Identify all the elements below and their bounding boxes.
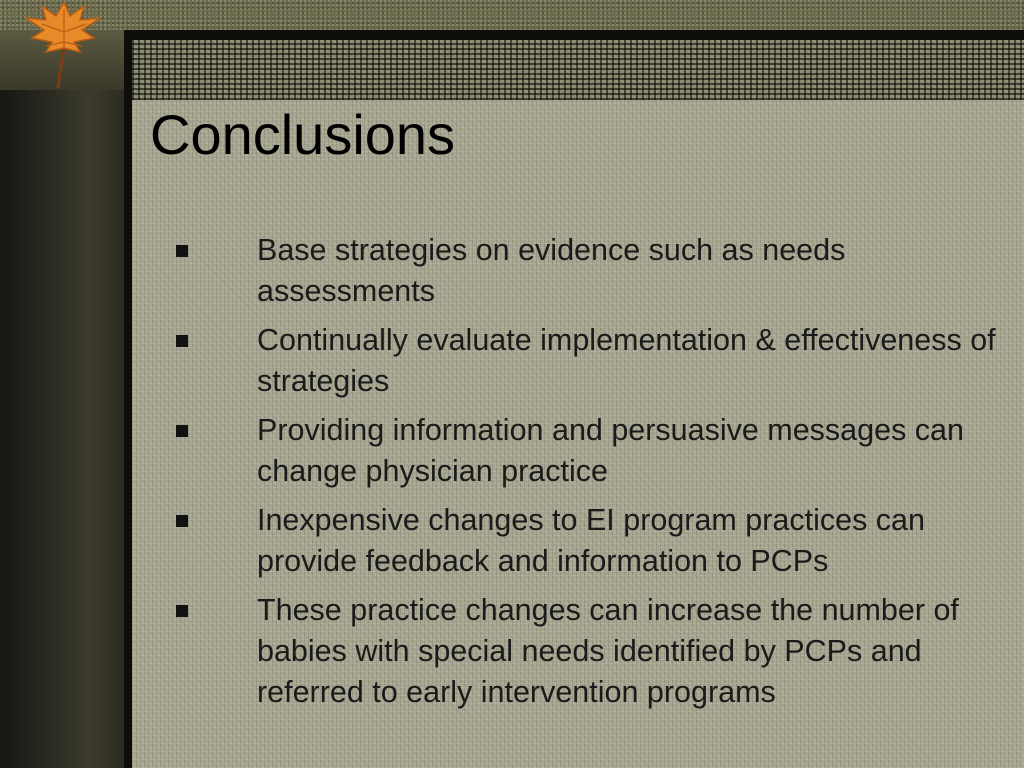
square-bullet-icon <box>176 605 188 617</box>
bullet-item-evaluate <box>170 320 1010 402</box>
bullet-item-inexpensive-changes <box>170 500 1010 582</box>
bullet-list <box>170 230 1010 721</box>
square-bullet-icon <box>176 335 188 347</box>
square-bullet-icon <box>176 515 188 527</box>
frame-horizontal-divider <box>124 30 1024 40</box>
autumn-leaf-icon <box>6 2 118 92</box>
bullet-text: Providing information and persuasive messages can change physician practice <box>257 413 964 488</box>
title-texture-strip <box>132 40 1024 100</box>
bullet-item-practice-changes <box>170 590 1010 713</box>
bullet-item-persuasive-messages <box>170 410 1010 492</box>
top-texture-band <box>0 0 1024 30</box>
bullet-text: Base strategies on evidence such as needs assessments <box>257 233 846 308</box>
bullet-text: Continually evaluate implementation & effectiveness of strategies <box>257 323 996 398</box>
bullet-text: Inexpensive changes to EI program practices can provide feedback and information to PCPs <box>257 503 925 578</box>
square-bullet-icon <box>176 425 188 437</box>
frame-vertical-divider <box>124 30 132 768</box>
left-sidebar-band <box>0 30 128 768</box>
bullet-item-evidence <box>170 230 1010 312</box>
bullet-text: These practice changes can increase the number of babies with special needs identified by PCPs and referred to early intervention programs <box>257 593 959 709</box>
square-bullet-icon <box>176 245 188 257</box>
slide-title: Conclusions <box>150 103 456 166</box>
